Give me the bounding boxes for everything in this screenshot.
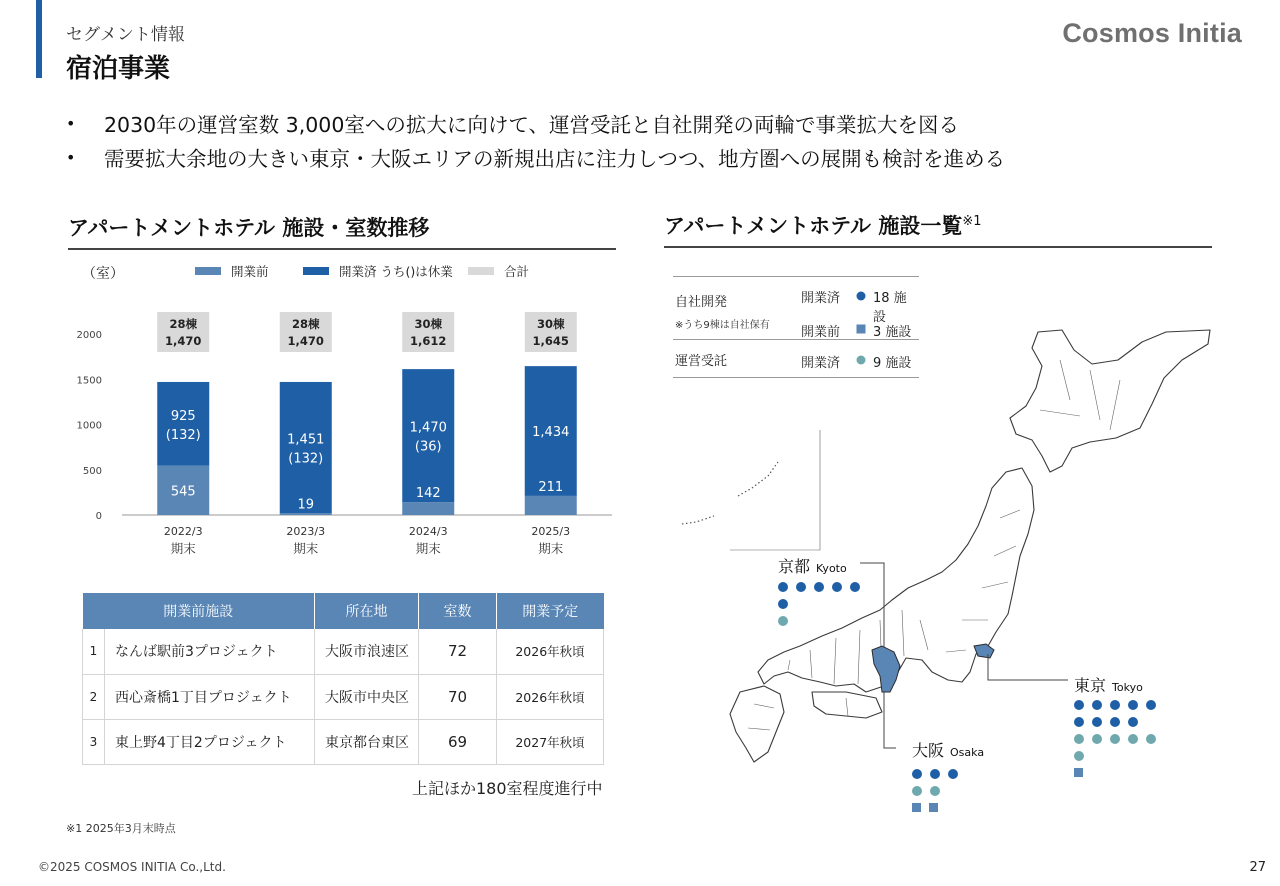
dot-row <box>778 612 860 629</box>
dot-row <box>1074 730 1156 747</box>
dot-row <box>1074 713 1156 730</box>
bar-suspended-label: (132) <box>288 451 324 467</box>
osaka-facility-dots <box>912 765 958 816</box>
bullet-item <box>66 106 1005 140</box>
open-facility-dot <box>1110 717 1120 727</box>
total-rooms-label: 1,645 <box>532 334 569 348</box>
legend-label: 開業済 うち()は休業 <box>339 264 453 279</box>
facility-name: なんば駅前3プロジェクト <box>105 629 315 674</box>
pre-opening-square <box>1074 768 1083 777</box>
open-facility-dot <box>796 582 806 592</box>
dot-row <box>1074 764 1156 781</box>
legend-label: 開業前 <box>231 264 269 279</box>
managed-facility-dot <box>930 786 940 796</box>
managed-facility-dot <box>1074 734 1084 744</box>
tokyo-facility-dots <box>1074 696 1156 781</box>
page-title: 宿泊事業 <box>66 54 171 84</box>
footnote: ※1 2025年3月末時点 <box>66 822 176 835</box>
table-row <box>83 629 604 674</box>
open-circle-icon <box>856 291 866 301</box>
open-facility-dot <box>1146 700 1156 710</box>
city-label-tokyo <box>1074 673 1143 696</box>
page-number: 27 <box>1249 860 1266 875</box>
kyoto-ja: 京都 <box>778 557 811 576</box>
legend-swatch <box>468 267 494 275</box>
legend-self-dev-note: ※うち9棟は自社保有 <box>675 320 770 331</box>
kyoto-facility-dots <box>778 578 860 629</box>
osaka-en: Osaka <box>950 746 985 759</box>
open-facility-dot <box>832 582 842 592</box>
total-buildings-label: 28棟 <box>291 317 320 331</box>
bar-opened-label: 1,434 <box>532 425 570 441</box>
x-tick-label: 2024/3 <box>408 525 448 538</box>
header-rooms: 室数 <box>419 593 497 629</box>
facility-location: 東京都台東区 <box>315 719 419 764</box>
legend-status-open: 開業済 <box>801 291 841 306</box>
row-number: 3 <box>83 719 105 764</box>
facility-location: 大阪市浪速区 <box>315 629 419 674</box>
facility-rooms: 69 <box>419 719 497 764</box>
dot-row <box>912 782 958 799</box>
x-tick-suffix: 期末 <box>170 541 196 556</box>
row-number: 1 <box>83 629 105 674</box>
bar-pre-opening <box>402 502 454 515</box>
tokyo-en: Tokyo <box>1112 681 1143 694</box>
total-rooms-label: 1,470 <box>165 334 202 348</box>
bar-opened-label: 1,451 <box>287 432 325 448</box>
copyright: ©2025 COSMOS INITIA Co.,Ltd. <box>38 860 226 874</box>
legend-managed-label: 運営受託 <box>675 354 728 369</box>
open-facility-dot <box>1092 717 1102 727</box>
legend-count-open: 18 施設 <box>873 291 907 325</box>
y-tick-label: 500 <box>82 465 102 477</box>
open-facility-dot <box>1128 717 1138 727</box>
total-buildings-label: 28棟 <box>169 317 198 331</box>
row-number: 2 <box>83 674 105 719</box>
x-tick-suffix: 期末 <box>293 541 319 556</box>
tokyo-highlight <box>974 644 994 658</box>
total-buildings-label: 30棟 <box>414 317 443 331</box>
bullet-text: 2030年の運営室数 3,000室への拡大に向けて、運営受託と自社開発の両輪で事業拡大を図る <box>104 113 959 137</box>
bullet-item <box>66 140 1005 174</box>
legend-status-pre: 開業前 <box>801 325 841 340</box>
map-section-title-text: アパートメントホテル 施設一覧 <box>664 214 963 238</box>
open-facility-dot <box>1092 700 1102 710</box>
header-facility: 開業前施設 <box>83 593 315 629</box>
map-section-footnote-ref: ※1 <box>962 214 982 229</box>
x-tick-suffix: 期末 <box>538 541 564 556</box>
managed-facility-dot <box>912 786 922 796</box>
hokkaido-region <box>1010 330 1210 472</box>
header-location: 所在地 <box>315 593 419 629</box>
open-facility-dot <box>1074 700 1084 710</box>
room-count-chart <box>62 255 622 565</box>
bar-pre-opening <box>525 496 577 515</box>
facility-name: 東上野4丁目2プロジェクト <box>105 719 315 764</box>
open-facility-dot <box>778 599 788 609</box>
bar-suspended-label: (132) <box>165 427 201 443</box>
chart-section-title <box>68 212 616 250</box>
open-facility-dot <box>948 769 958 779</box>
facility-schedule: 2027年秋頃 <box>497 719 604 764</box>
bar-pre-opening-label: 545 <box>170 484 196 500</box>
facility-schedule: 2026年秋頃 <box>497 674 604 719</box>
bar-opened-label: 1,470 <box>409 420 447 436</box>
bar-pre-opening-label: 19 <box>297 497 315 513</box>
company-logo: Cosmos Initia <box>1062 18 1242 48</box>
y-axis-label: （室） <box>82 266 124 282</box>
bullet-list <box>66 106 1005 174</box>
managed-facility-dot <box>778 616 788 626</box>
bullet-marker: • <box>66 147 76 167</box>
facility-name: 西心斎橋1丁目プロジェクト <box>105 674 315 719</box>
x-tick-label: 2023/3 <box>286 525 326 538</box>
facility-rooms: 70 <box>419 674 497 719</box>
y-tick-label: 2000 <box>76 330 102 341</box>
managed-facility-dot <box>1110 734 1120 744</box>
managed-facility-dot <box>1074 751 1084 761</box>
section-label: セグメント情報 <box>66 25 185 45</box>
managed-facility-dot <box>1092 734 1102 744</box>
pre-opening-square <box>912 803 921 812</box>
dot-row <box>912 799 958 816</box>
open-facility-dot <box>1128 700 1138 710</box>
legend-swatch <box>195 267 221 275</box>
bullet-marker: • <box>66 113 76 133</box>
city-label-kyoto <box>778 554 847 577</box>
open-facility-dot <box>930 769 940 779</box>
southern-islands <box>682 462 778 524</box>
tokyo-ja: 東京 <box>1074 676 1107 695</box>
x-tick-label: 2022/3 <box>163 525 203 538</box>
bar-suspended-label: (36) <box>414 439 442 455</box>
pre-opening-square <box>929 803 938 812</box>
bar-opened-label: 925 <box>170 408 196 424</box>
city-label-osaka <box>912 738 984 761</box>
legend-label: 合計 <box>504 264 530 279</box>
chart-section-title-text: アパートメントホテル 施設・室数推移 <box>68 216 430 240</box>
open-facility-dot <box>814 582 824 592</box>
dot-row <box>778 578 860 595</box>
dot-row <box>1074 696 1156 713</box>
header-schedule: 開業予定 <box>497 593 604 629</box>
bullet-text: 需要拡大余地の大きい東京・大阪エリアの新規出店に注力しつつ、地方圏への展開も検討を進める <box>104 147 1006 171</box>
open-facility-dot <box>778 582 788 592</box>
bar-pre-opening-label: 211 <box>538 479 564 495</box>
open-facility-dot <box>850 582 860 592</box>
table-row <box>83 674 604 719</box>
map-section-title <box>664 210 1212 248</box>
tokyo-leader-line <box>988 654 1068 680</box>
kyoto-en: Kyoto <box>816 562 847 575</box>
legend-status-managed: 開業済 <box>801 356 841 371</box>
bar-pre-opening <box>280 513 332 515</box>
pre-opening-facilities-table <box>82 593 604 765</box>
accent-bar <box>36 0 42 78</box>
legend-swatch <box>303 267 329 275</box>
legend-count-managed: 9 施設 <box>873 356 912 371</box>
legend-count-pre: 3 施設 <box>873 325 912 340</box>
managed-facility-dot <box>1146 734 1156 744</box>
kyushu-region <box>730 686 784 762</box>
x-tick-suffix: 期末 <box>415 541 441 556</box>
osaka-leader-line <box>884 692 896 748</box>
y-tick-label: 1000 <box>76 420 102 432</box>
facility-schedule: 2026年秋頃 <box>497 629 604 674</box>
total-buildings-label: 30棟 <box>536 317 565 331</box>
facility-location: 大阪市中央区 <box>315 674 419 719</box>
legend-self-dev-label: 自社開発 <box>675 295 728 310</box>
open-facility-dot <box>1110 700 1120 710</box>
dot-row <box>778 595 860 612</box>
table-note: 上記ほか180室程度進行中 <box>412 779 603 798</box>
managed-facility-dot <box>1128 734 1138 744</box>
facility-rooms: 72 <box>419 629 497 674</box>
total-rooms-label: 1,612 <box>410 334 447 348</box>
dot-row <box>1074 747 1156 764</box>
table-row <box>83 719 604 764</box>
bar-pre-opening-label: 142 <box>415 486 441 502</box>
open-facility-dot <box>912 769 922 779</box>
table-header-row <box>83 593 604 629</box>
y-tick-label: 0 <box>95 511 102 522</box>
dot-row <box>912 765 958 782</box>
osaka-ja: 大阪 <box>912 741 945 760</box>
x-tick-label: 2025/3 <box>531 525 571 538</box>
y-tick-label: 1500 <box>76 375 102 387</box>
open-facility-dot <box>1074 717 1084 727</box>
total-rooms-label: 1,470 <box>287 334 324 348</box>
